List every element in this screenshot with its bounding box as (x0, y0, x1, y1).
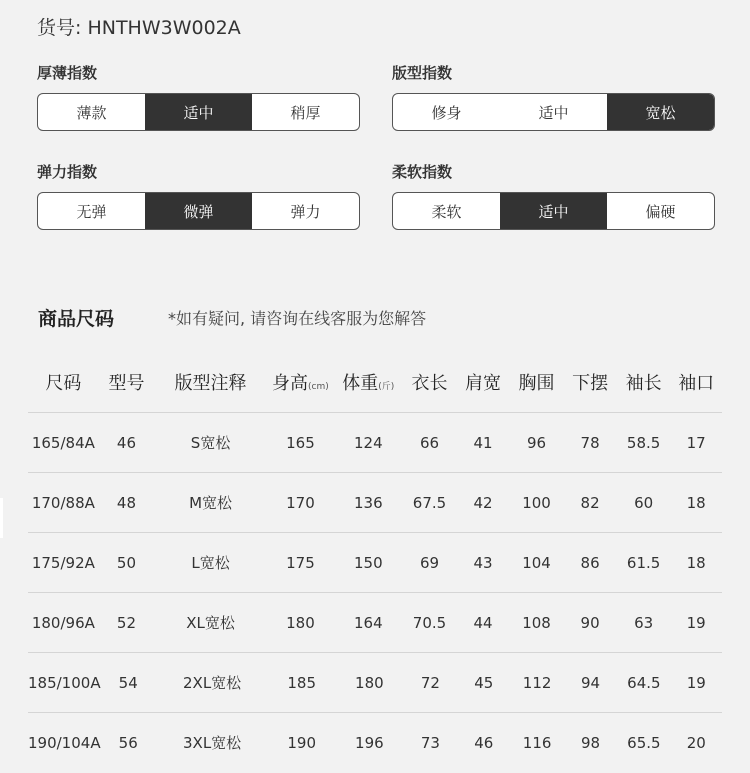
column-header-label: 型号 (108, 373, 145, 394)
thickness-index-label: 厚薄指数 (37, 64, 98, 82)
table-cell: 63 (634, 613, 654, 632)
table-cell: 61.5 (626, 553, 661, 572)
column-header (617, 369, 671, 395)
table-row (28, 652, 722, 712)
table-cell: 66 (419, 433, 440, 452)
table-cell: 18 (686, 493, 706, 512)
table-cell: 64.5 (627, 673, 661, 692)
table-cell: 90 (580, 613, 600, 632)
table-cell: XL宽松 (186, 614, 235, 632)
column-header-unit: (cm) (308, 382, 329, 392)
column-header-label: 胸围 (518, 373, 555, 394)
table-cell: 18 (686, 553, 706, 572)
size-table-body (28, 412, 722, 772)
thickness-index-selector (37, 93, 360, 131)
table-cell: 165 (286, 433, 315, 452)
softness-option-soft[interactable]: 柔软 (431, 202, 462, 221)
table-cell: 196 (355, 733, 384, 752)
table-cell: 112 (522, 673, 552, 692)
stretch-option-slight[interactable]: 微弹 (145, 193, 252, 229)
table-cell: 180 (355, 673, 384, 692)
column-header-label: 下摆 (572, 373, 609, 394)
table-cell: 50 (116, 553, 136, 572)
stretch-option-stretchy[interactable]: 弹力 (290, 202, 321, 221)
table-cell: 82 (580, 493, 600, 512)
table-cell: 175/92A (31, 553, 95, 572)
table-cell: 190 (287, 733, 316, 752)
column-header-label: 袖长 (625, 373, 662, 394)
table-cell: 58.5 (626, 433, 661, 452)
table-row (28, 592, 722, 652)
column-header (154, 369, 267, 395)
table-cell: 175 (286, 553, 315, 572)
column-header (99, 369, 154, 395)
table-cell: 78 (580, 433, 600, 452)
column-header (28, 369, 99, 395)
fit-option-regular[interactable]: 适中 (538, 103, 569, 122)
table-cell: 165/84A (31, 433, 95, 452)
table-cell: 20 (686, 733, 706, 752)
table-cell: 164 (353, 613, 383, 632)
table-row (28, 472, 722, 532)
item-number: 货号: HNTHW3W002A (37, 17, 241, 39)
column-header-label: 版型注释 (174, 373, 247, 394)
table-cell: 108 (522, 613, 551, 632)
table-cell: 19 (686, 613, 706, 632)
column-header-unit: (斤) (378, 382, 395, 392)
softness-index-label: 柔软指数 (392, 163, 453, 181)
table-cell: S宽松 (190, 434, 231, 452)
table-cell: 180/96A (31, 613, 95, 632)
column-header (403, 369, 457, 395)
column-header (334, 369, 403, 395)
table-cell: 41 (473, 433, 493, 452)
table-cell: 185 (287, 673, 316, 692)
table-cell: 96 (527, 433, 547, 452)
column-header-label: 体重 (342, 373, 379, 394)
table-cell: 54 (118, 673, 138, 692)
fit-index-label: 版型指数 (392, 64, 453, 82)
table-row (28, 532, 722, 592)
table-cell: 72 (420, 673, 440, 692)
table-cell: 104 (522, 553, 551, 572)
table-cell: 65.5 (627, 733, 661, 752)
thickness-option-thick[interactable]: 稍厚 (290, 103, 321, 122)
table-cell: 124 (353, 433, 383, 452)
fit-option-slim[interactable]: 修身 (431, 103, 462, 122)
softness-option-hard[interactable]: 偏硬 (645, 202, 676, 221)
column-header (510, 369, 564, 395)
table-cell: 45 (474, 673, 494, 692)
table-cell: 17 (686, 433, 706, 452)
table-cell: 2XL宽松 (183, 674, 242, 692)
thickness-option-medium[interactable]: 适中 (145, 94, 252, 130)
column-header (456, 369, 510, 395)
table-cell: 3XL宽松 (183, 734, 242, 752)
column-header-label: 尺码 (45, 373, 82, 394)
table-cell: M宽松 (189, 494, 233, 512)
size-table (28, 352, 722, 772)
size-table-header (28, 352, 722, 412)
table-cell: 70.5 (412, 613, 447, 632)
edge-marker (0, 498, 3, 538)
size-section-note: *如有疑问, 请咨询在线客服为您解答 (168, 309, 427, 328)
table-cell: 43 (473, 553, 493, 572)
stretch-option-none[interactable]: 无弹 (76, 202, 107, 221)
table-cell: 56 (118, 733, 138, 752)
table-cell: 46 (474, 733, 494, 752)
column-header-label: 袖口 (678, 373, 715, 394)
table-cell: 67.5 (412, 493, 447, 512)
column-header-label: 身高 (272, 373, 309, 394)
table-cell: 52 (116, 613, 136, 632)
table-cell: 170 (286, 493, 315, 512)
table-cell: 136 (353, 493, 383, 512)
fit-index-selector (392, 93, 715, 131)
column-header-label: 肩宽 (465, 373, 502, 394)
table-cell: 69 (419, 553, 440, 572)
table-cell: 19 (686, 673, 706, 692)
column-header (563, 369, 617, 395)
table-cell: 48 (116, 493, 136, 512)
stretch-index-label: 弹力指数 (37, 163, 98, 181)
table-cell: 44 (473, 613, 493, 632)
table-cell: 116 (522, 733, 552, 752)
table-cell: 150 (353, 553, 383, 572)
table-cell: 86 (580, 553, 600, 572)
size-section-title: 商品尺码 (38, 308, 115, 330)
softness-index-selector (392, 192, 715, 230)
thickness-option-thin[interactable]: 薄款 (76, 103, 107, 122)
table-cell: 100 (522, 493, 551, 512)
table-cell: 180 (286, 613, 315, 632)
table-cell: 170/88A (31, 493, 95, 512)
column-header-label: 衣长 (411, 373, 448, 394)
column-header (267, 369, 334, 395)
table-cell: 73 (420, 733, 440, 752)
table-cell: 98 (580, 733, 601, 752)
softness-option-medium[interactable]: 适中 (500, 193, 607, 229)
table-cell: 94 (580, 673, 601, 692)
table-cell: 46 (116, 433, 136, 452)
column-header (670, 369, 722, 395)
table-cell: 42 (473, 493, 493, 512)
table-cell: 190/104A (28, 733, 101, 752)
table-cell: L宽松 (191, 554, 230, 572)
fit-option-loose[interactable]: 宽松 (607, 94, 714, 130)
table-cell: 60 (634, 493, 654, 512)
table-cell: 185/100A (28, 673, 101, 692)
table-row (28, 712, 722, 772)
table-row (28, 412, 722, 472)
stretch-index-selector (37, 192, 360, 230)
